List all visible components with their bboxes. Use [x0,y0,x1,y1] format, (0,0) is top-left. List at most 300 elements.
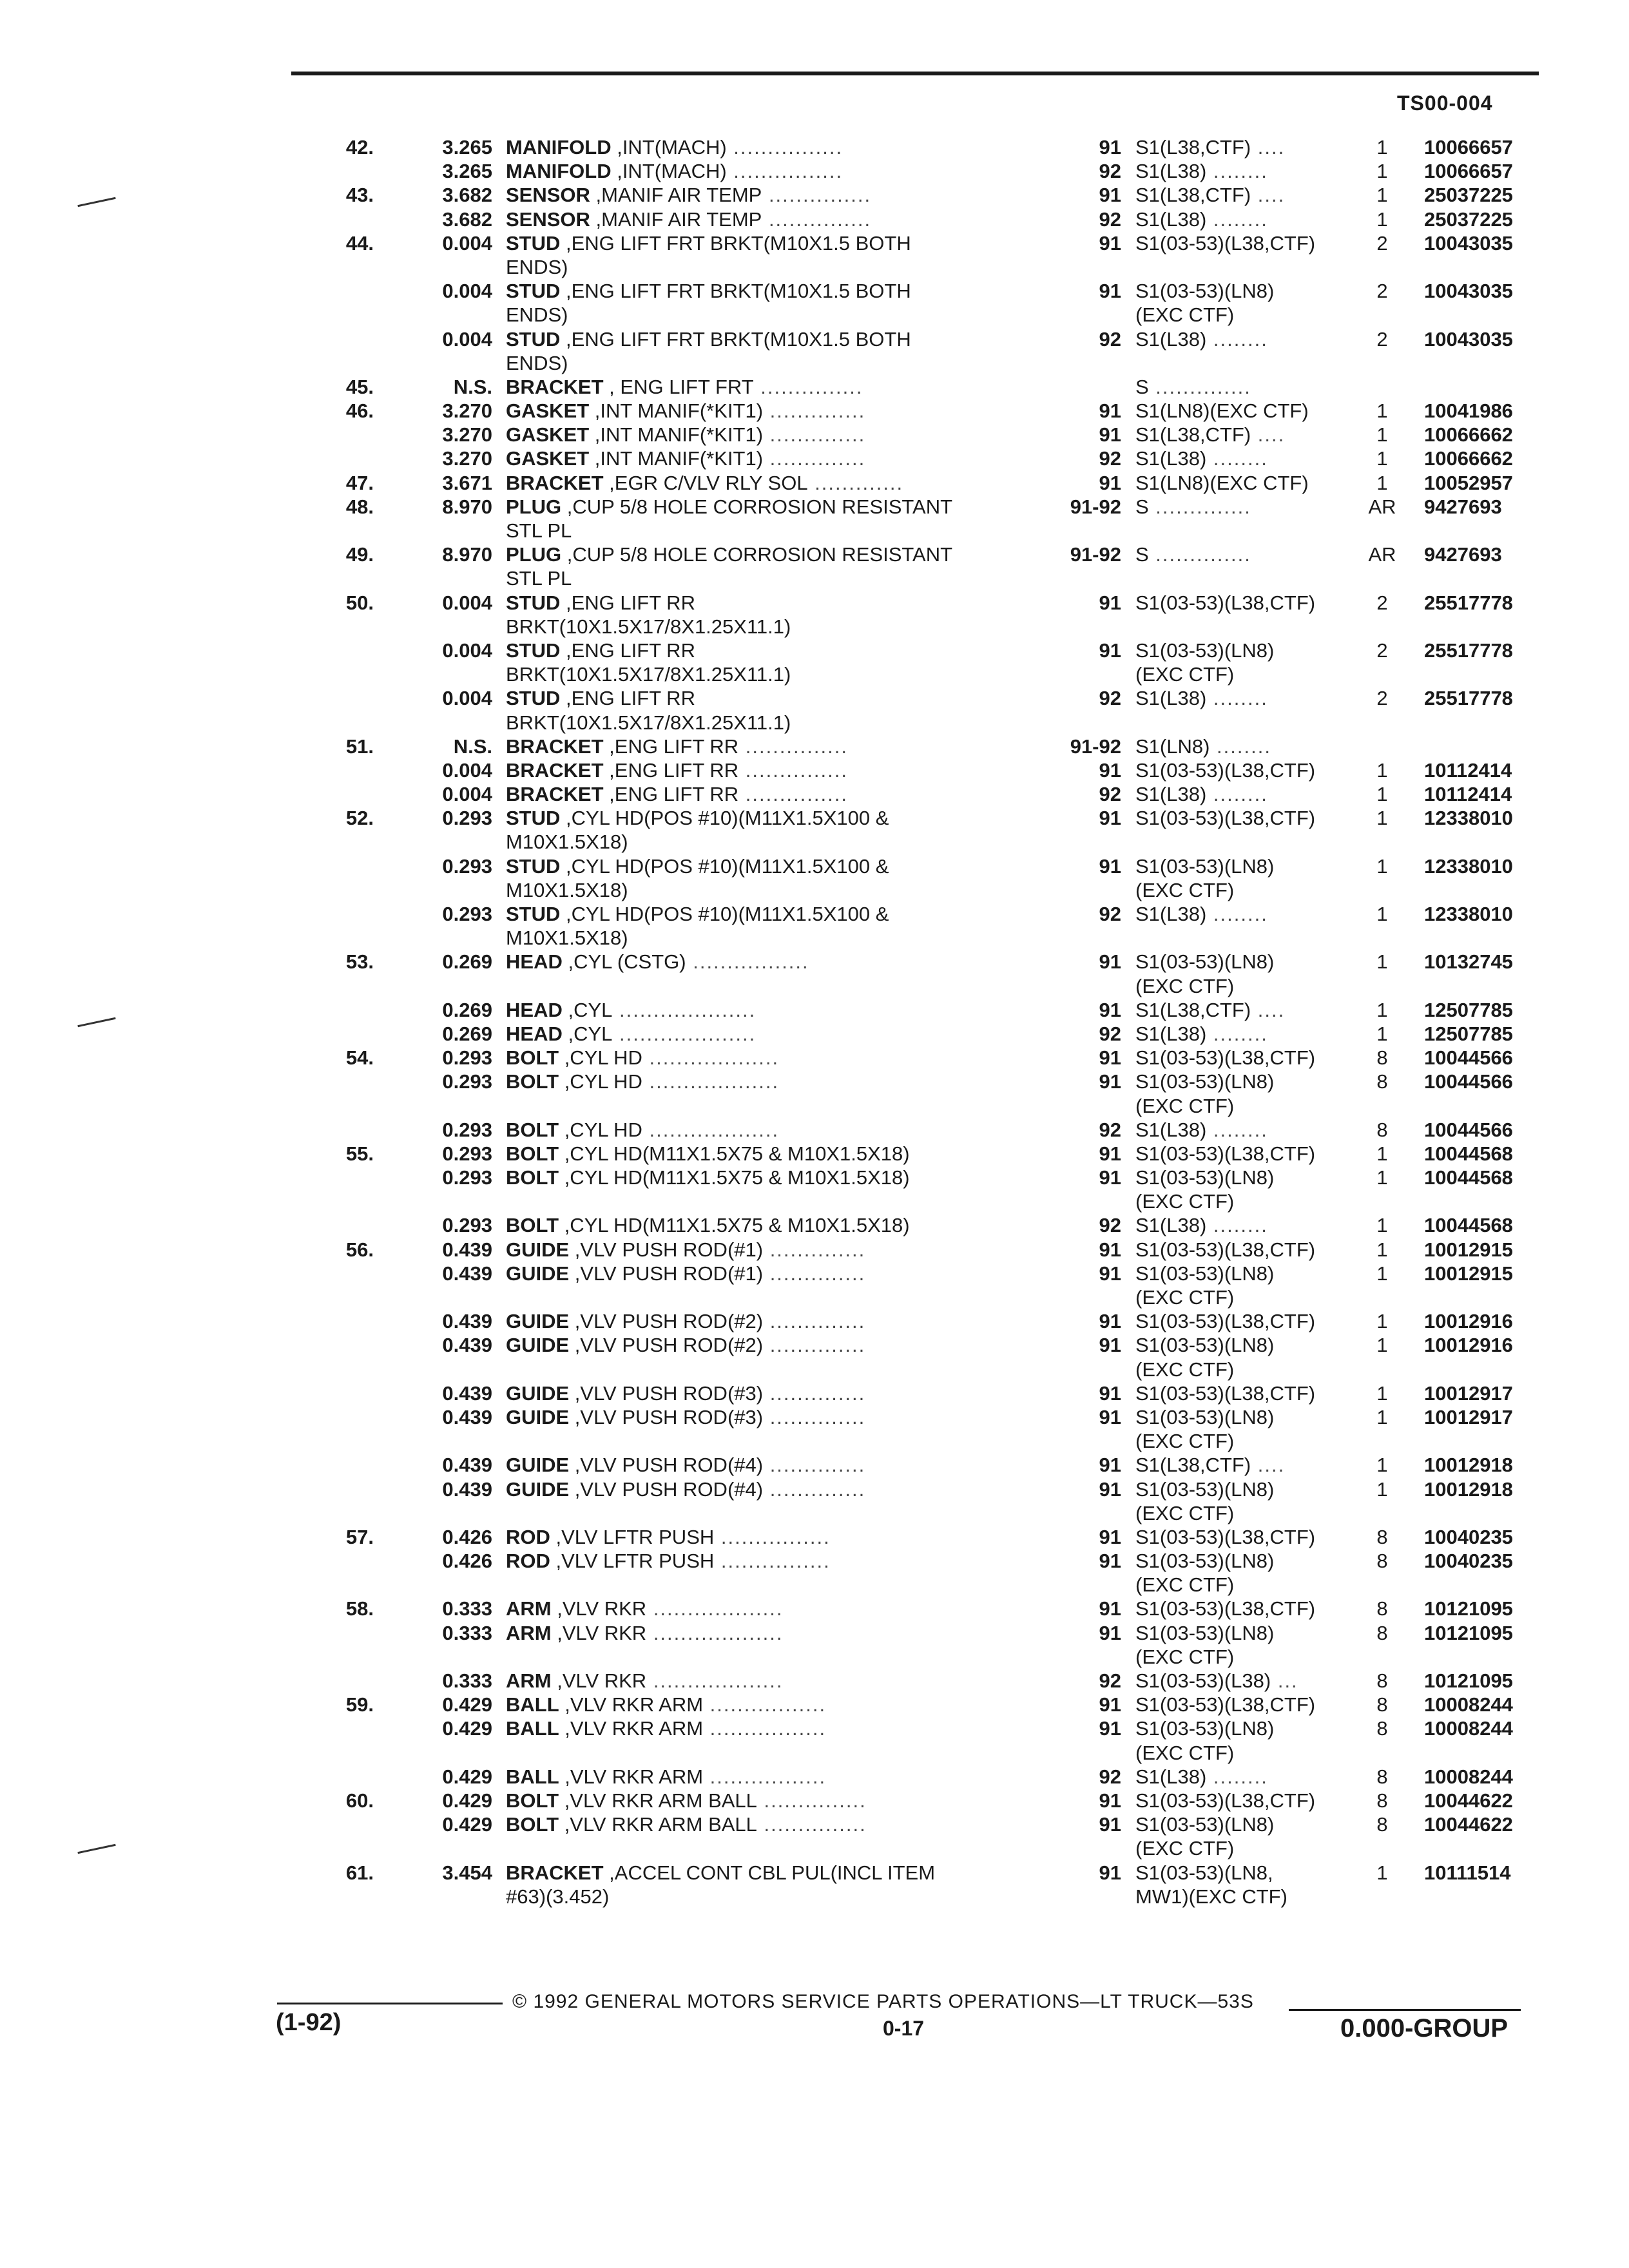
table-row [0,1118,1629,1142]
model-year: 91 [1099,1334,1121,1357]
usage-text: S1(03-53)(LN8) [1135,1405,1275,1428]
usage-text: S [1135,543,1149,566]
group-number: 0.004 [442,783,492,806]
quantity: 1 [1376,854,1388,878]
part-name: MANIFOLD [506,160,612,183]
quantity: 2 [1376,231,1388,255]
part-description [506,998,756,1022]
quantity: 8 [1376,1669,1388,1692]
quantity: 1 [1376,399,1388,423]
part-description [506,566,572,590]
group-number: 0.426 [442,1525,492,1548]
usage-text: S1(03-53)(L38,CTF) [1135,1597,1316,1620]
part-detail: ,INT(MACH) [611,160,727,183]
group-number: 8.970 [442,495,492,518]
part-description [506,231,911,255]
group-number: 0.293 [442,807,492,830]
part-detail: ,VLV PUSH ROD(#4) [569,1454,764,1477]
part-description [506,279,911,303]
group-number: 0.004 [442,687,492,710]
part-name: HEAD [506,998,563,1021]
model-year: 91 [1099,1525,1121,1548]
part-description [506,902,889,926]
group-number: 0.004 [442,231,492,255]
part-description [506,830,628,854]
table-row [0,878,1629,902]
part-detail: ,CYL (CSTG) [562,950,686,974]
part-number: 10121095 [1424,1621,1513,1644]
table-row [0,1453,1629,1477]
part-name: ARM [506,1621,552,1644]
part-name: BOLT [506,1166,559,1189]
part-name: SENSOR [506,184,590,207]
usage-text: S1(LN8)(EXC CTF) [1135,399,1309,423]
model-year: 91 [1099,1597,1121,1620]
table-row [0,1477,1629,1501]
part-name: STUD [506,327,561,351]
part-number: 10044568 [1424,1214,1513,1237]
group-number: 0.429 [442,1813,492,1836]
part-description [506,207,871,231]
quantity: 1 [1376,1405,1388,1428]
usage-code [1135,735,1271,758]
usage-text: (EXC CTF) [1135,1094,1235,1117]
usage-text: (EXC CTF) [1135,663,1235,686]
usage-text: S1(03-53)(L38,CTF) [1135,1142,1316,1165]
usage-code [1135,303,1234,327]
part-detail: ,INT MANIF(*KIT1) [589,399,764,423]
model-year: 92 [1099,1765,1121,1788]
usage-code [1135,1189,1234,1213]
header-rule [291,72,1539,75]
model-year: 92 [1099,1214,1121,1237]
usage-text: S1(03-53)(LN8) [1135,639,1275,662]
part-number: 10044622 [1424,1789,1513,1812]
table-row [0,1405,1629,1429]
part-name: BRACKET [506,375,604,398]
item-number: 46. [345,399,374,423]
model-year: 91-92 [1070,495,1121,518]
group-number: 3.265 [442,160,492,183]
model-year: 91 [1099,758,1121,782]
table-row [0,830,1629,854]
dot-leader: ........ [1206,783,1268,806]
part-description [506,1453,865,1477]
quantity: 1 [1376,1381,1388,1405]
part-detail: ,VLV LFTR PUSH [550,1550,715,1573]
table-row [0,1789,1629,1812]
model-year: 91 [1099,1717,1121,1740]
usage-text: S1(L38,CTF) [1135,136,1251,159]
table-row [0,1836,1629,1860]
model-year: 91 [1099,639,1121,662]
part-number: 10040235 [1424,1550,1513,1573]
model-year: 91 [1099,1477,1121,1501]
dot-leader: ........ [1206,1214,1268,1237]
dot-leader: ............... [738,735,848,758]
group-number: 0.333 [442,1669,492,1692]
table-row [0,1333,1629,1357]
table-row [0,1166,1629,1189]
quantity: 2 [1376,639,1388,662]
table-row [0,519,1629,543]
part-detail: ,ENG LIFT FRT BRKT(M10X1.5 BOTH [560,280,911,303]
usage-text: S1(L38) [1135,447,1207,470]
table-row [0,1669,1629,1693]
part-detail: ,EGR C/VLV RLY SOL [603,471,808,494]
dot-leader: .............. [763,1405,866,1428]
usage-text: S1(L38) [1135,903,1207,925]
part-number: 10066657 [1424,136,1513,159]
part-description [506,303,568,327]
table-row [0,1645,1629,1669]
dot-leader: .............. [1148,375,1251,398]
group-number: 0.333 [442,1597,492,1620]
footer-rule-left [277,2003,503,2004]
dot-leader: ........ [1206,447,1268,470]
usage-text: S1(L38) [1135,1765,1207,1788]
part-name: SENSOR [506,207,590,231]
part-detail: ,VLV RKR ARM BALL [559,1789,757,1812]
part-description [506,1142,910,1166]
usage-code [1135,854,1274,878]
part-description [506,639,695,662]
dot-leader: ........ [1206,327,1268,351]
dot-leader: ........ [1206,687,1268,710]
part-name: PLUG [506,543,562,566]
quantity: 8 [1376,1813,1388,1836]
dot-leader: .... [1251,998,1286,1021]
table-row [0,1861,1629,1885]
dot-leader: ................. [703,1693,827,1716]
model-year: 91 [1099,423,1121,447]
table-row [0,1046,1629,1070]
dot-leader: .... [1251,184,1286,207]
model-year: 91 [1099,1813,1121,1836]
table-row [0,543,1629,566]
part-detail: BRKT(10X1.5X17/8X1.25X11.1) [506,615,791,638]
dot-leader: ................ [726,160,843,183]
part-name: STUD [506,854,561,878]
part-description [506,1070,779,1093]
part-name: GUIDE [506,1381,570,1405]
part-name: BRACKET [506,783,604,806]
part-name: BALL [506,1717,559,1740]
usage-text: S1(03-53)(LN8) [1135,1813,1275,1836]
part-number: 10008244 [1424,1717,1513,1740]
part-detail: ,ENG LIFT FRT BRKT(M10X1.5 BOTH [560,327,911,351]
item-number: 48. [345,495,374,518]
part-number: 10043035 [1424,327,1513,351]
usage-text: (EXC CTF) [1135,303,1235,327]
model-year: 91 [1099,231,1121,255]
model-year: 91 [1099,1861,1121,1884]
usage-text: S1(L38) [1135,1022,1207,1045]
part-number: 12338010 [1424,854,1513,878]
usage-text: S [1135,495,1149,518]
part-description [506,806,889,830]
part-number: 10008244 [1424,1693,1513,1716]
table-row [0,854,1629,878]
group-number: 0.004 [442,758,492,782]
table-row [0,1573,1629,1597]
part-number: 10012916 [1424,1310,1513,1333]
part-detail: ,VLV PUSH ROD(#4) [569,1477,764,1501]
usage-text: S1(03-53)(LN8) [1135,1621,1275,1644]
usage-text: S1(03-53)(L38,CTF) [1135,807,1316,830]
usage-code [1135,1094,1234,1118]
quantity: 8 [1376,1046,1388,1070]
model-year: 91 [1099,1166,1121,1189]
usage-code [1135,1238,1315,1262]
group-number: 0.439 [442,1262,492,1285]
item-number: 47. [345,471,374,494]
quantity: 8 [1376,1525,1388,1548]
part-name: BRACKET [506,1861,604,1884]
dot-leader: .............. [763,1381,866,1405]
quantity: 1 [1376,160,1388,183]
usage-text: S1(03-53)(L38,CTF) [1135,591,1316,614]
usage-code [1135,1477,1274,1501]
dot-leader: .................... [612,1022,757,1045]
group-number: 0.004 [442,327,492,351]
group-number: 0.293 [442,1118,492,1141]
table-row [0,1741,1629,1765]
usage-text: S [1135,375,1149,398]
model-year: 91 [1099,950,1121,974]
dot-leader: ............... [762,184,872,207]
usage-code [1135,686,1268,710]
model-year: 91 [1099,1621,1121,1644]
usage-text: S1(03-53)(LN8) [1135,1070,1275,1093]
table-row [0,447,1629,470]
item-number: 61. [345,1861,374,1884]
group-number: 0.293 [442,1142,492,1165]
document-code: TS00-004 [1397,91,1493,115]
table-row [0,902,1629,926]
usage-code [1135,231,1315,255]
part-detail: ENDS) [506,303,568,327]
quantity: 2 [1376,327,1388,351]
model-year: 91 [1099,998,1121,1021]
group-number: 0.429 [442,1693,492,1716]
group-number: 0.269 [442,1022,492,1045]
model-year: 91 [1099,471,1121,494]
part-description [506,495,952,519]
usage-code [1135,375,1251,399]
table-row [0,1429,1629,1453]
usage-code [1135,1621,1274,1645]
model-year: 91 [1099,184,1121,207]
part-detail: ,CYL [562,998,613,1021]
quantity: 8 [1376,1597,1388,1620]
usage-text: S1(03-53)(LN8) [1135,280,1275,303]
part-description [506,878,628,902]
part-name: BALL [506,1693,559,1716]
usage-code [1135,1046,1315,1070]
table-row [0,1022,1629,1046]
dot-leader: ................... [646,1597,784,1620]
quantity: AR [1368,543,1396,566]
part-description [506,1118,779,1142]
dot-leader: ............... [757,1789,867,1812]
part-name: GUIDE [506,1310,570,1333]
usage-code [1135,183,1285,207]
part-detail: ,VLV RKR [551,1669,647,1692]
model-year: 91 [1099,1550,1121,1573]
part-detail: ,CYL HD [559,1070,642,1093]
usage-text: S1(L38) [1135,327,1207,351]
usage-code [1135,1501,1234,1525]
part-detail: ENDS) [506,351,568,374]
dot-leader: ........ [1206,207,1268,231]
part-description [506,1333,865,1357]
quantity: 1 [1376,447,1388,470]
table-row [0,1501,1629,1525]
table-row [0,1142,1629,1166]
part-description [506,758,848,782]
part-number: 25037225 [1424,207,1513,231]
model-year: 92 [1099,1669,1121,1692]
part-description [506,1046,779,1070]
part-name: STUD [506,280,561,303]
item-number: 52. [345,807,374,830]
table-row [0,1285,1629,1309]
part-detail: ,CUP 5/8 HOLE CORROSION RESISTANT [561,495,953,518]
group-number: 3.270 [442,399,492,423]
usage-code [1135,1381,1315,1405]
table-row [0,998,1629,1022]
model-year: 91 [1099,1789,1121,1812]
group-number: 0.439 [442,1381,492,1405]
group-number: 3.265 [442,136,492,159]
usage-code [1135,543,1251,566]
usage-code [1135,1765,1268,1789]
part-number: 9427693 [1424,495,1502,518]
model-year: 91 [1099,399,1121,423]
model-year: 91 [1099,1262,1121,1285]
dot-leader: .............. [1148,543,1251,566]
dot-leader: .............. [763,399,866,423]
model-year: 91 [1099,1454,1121,1477]
usage-code [1135,1741,1234,1765]
model-year: 92 [1099,783,1121,806]
part-number: 10112414 [1424,783,1512,806]
part-name: BOLT [506,1046,559,1070]
part-name: BRACKET [506,758,604,782]
part-description [506,1022,756,1046]
usage-code [1135,902,1268,926]
model-year: 91-92 [1070,735,1121,758]
model-year: 91 [1099,1405,1121,1428]
quantity: 1 [1376,1238,1388,1261]
part-description [506,1765,826,1789]
quantity: 1 [1376,1477,1388,1501]
part-number: 10012918 [1424,1477,1513,1501]
group-number: 3.270 [442,447,492,470]
dot-leader: ............... [753,375,863,398]
model-year: 91 [1099,1046,1121,1070]
parts-list [0,135,1629,1908]
part-detail: ,VLV PUSH ROD(#1) [569,1262,764,1285]
item-number: 59. [345,1693,374,1716]
usage-code [1135,1358,1234,1381]
group-number: 0.429 [442,1765,492,1788]
item-number: 57. [345,1525,374,1548]
quantity: AR [1368,495,1396,518]
group-number: 0.004 [442,591,492,614]
usage-text: S1(03-53)(LN8) [1135,950,1275,974]
part-number: 9427693 [1424,543,1502,566]
usage-text: (EXC CTF) [1135,1573,1235,1597]
dot-leader: .............. [763,423,866,447]
dot-leader: ............... [738,758,848,782]
table-row [0,950,1629,974]
part-description [506,950,809,974]
quantity: 2 [1376,591,1388,614]
quantity: 1 [1376,998,1388,1021]
part-description [506,1405,865,1429]
part-description [506,1693,826,1716]
usage-code [1135,591,1315,615]
table-row [0,686,1629,710]
table-row [0,399,1629,423]
part-name: GUIDE [506,1477,570,1501]
part-name: STUD [506,687,561,710]
dot-leader: ........ [1206,1765,1268,1788]
usage-text: S1(LN8) [1135,735,1210,758]
part-number: 10044568 [1424,1142,1513,1165]
part-detail: ,VLV PUSH ROD(#2) [569,1310,764,1333]
table-row [0,615,1629,639]
dot-leader: ................... [646,1621,784,1644]
part-number: 10044566 [1424,1046,1513,1070]
table-row [0,639,1629,662]
part-description [506,926,628,950]
group-number: N.S. [453,375,492,398]
model-year: 92 [1099,207,1121,231]
item-number: 43. [345,184,374,207]
usage-code [1135,279,1274,303]
table-row [0,255,1629,279]
part-number: 10012916 [1424,1334,1513,1357]
part-name: BRACKET [506,735,604,758]
item-number: 56. [345,1238,374,1261]
part-number: 10132745 [1424,950,1513,974]
part-detail: ,CYL HD(M11X1.5X75 & M10X1.5X18) [559,1214,910,1237]
part-name: BOLT [506,1070,559,1093]
usage-text: S1(03-53)(LN8, [1135,1861,1273,1884]
part-description [506,447,865,470]
part-detail: M10X1.5X18) [506,878,628,901]
part-detail: BRKT(10X1.5X17/8X1.25X11.1) [506,711,791,734]
dot-leader: .............. [763,1334,866,1357]
group-number: 3.671 [442,471,492,494]
group-number: 3.454 [442,1861,492,1884]
usage-text: S1(03-53)(LN8) [1135,1477,1275,1501]
part-number: 10066662 [1424,423,1513,447]
usage-code [1135,1285,1234,1309]
usage-text: S1(03-53)(L38,CTF) [1135,1046,1316,1070]
part-description [506,591,695,615]
part-detail: ,ENG LIFT RR [560,687,695,710]
part-description [506,1669,783,1693]
part-name: MANIFOLD [506,136,612,159]
part-detail: ,CYL HD(M11X1.5X75 & M10X1.5X18) [559,1166,910,1189]
usage-code [1135,1213,1268,1237]
part-detail: ,VLV RKR ARM [559,1717,704,1740]
usage-text: S1(03-53)(L38,CTF) [1135,1789,1316,1812]
